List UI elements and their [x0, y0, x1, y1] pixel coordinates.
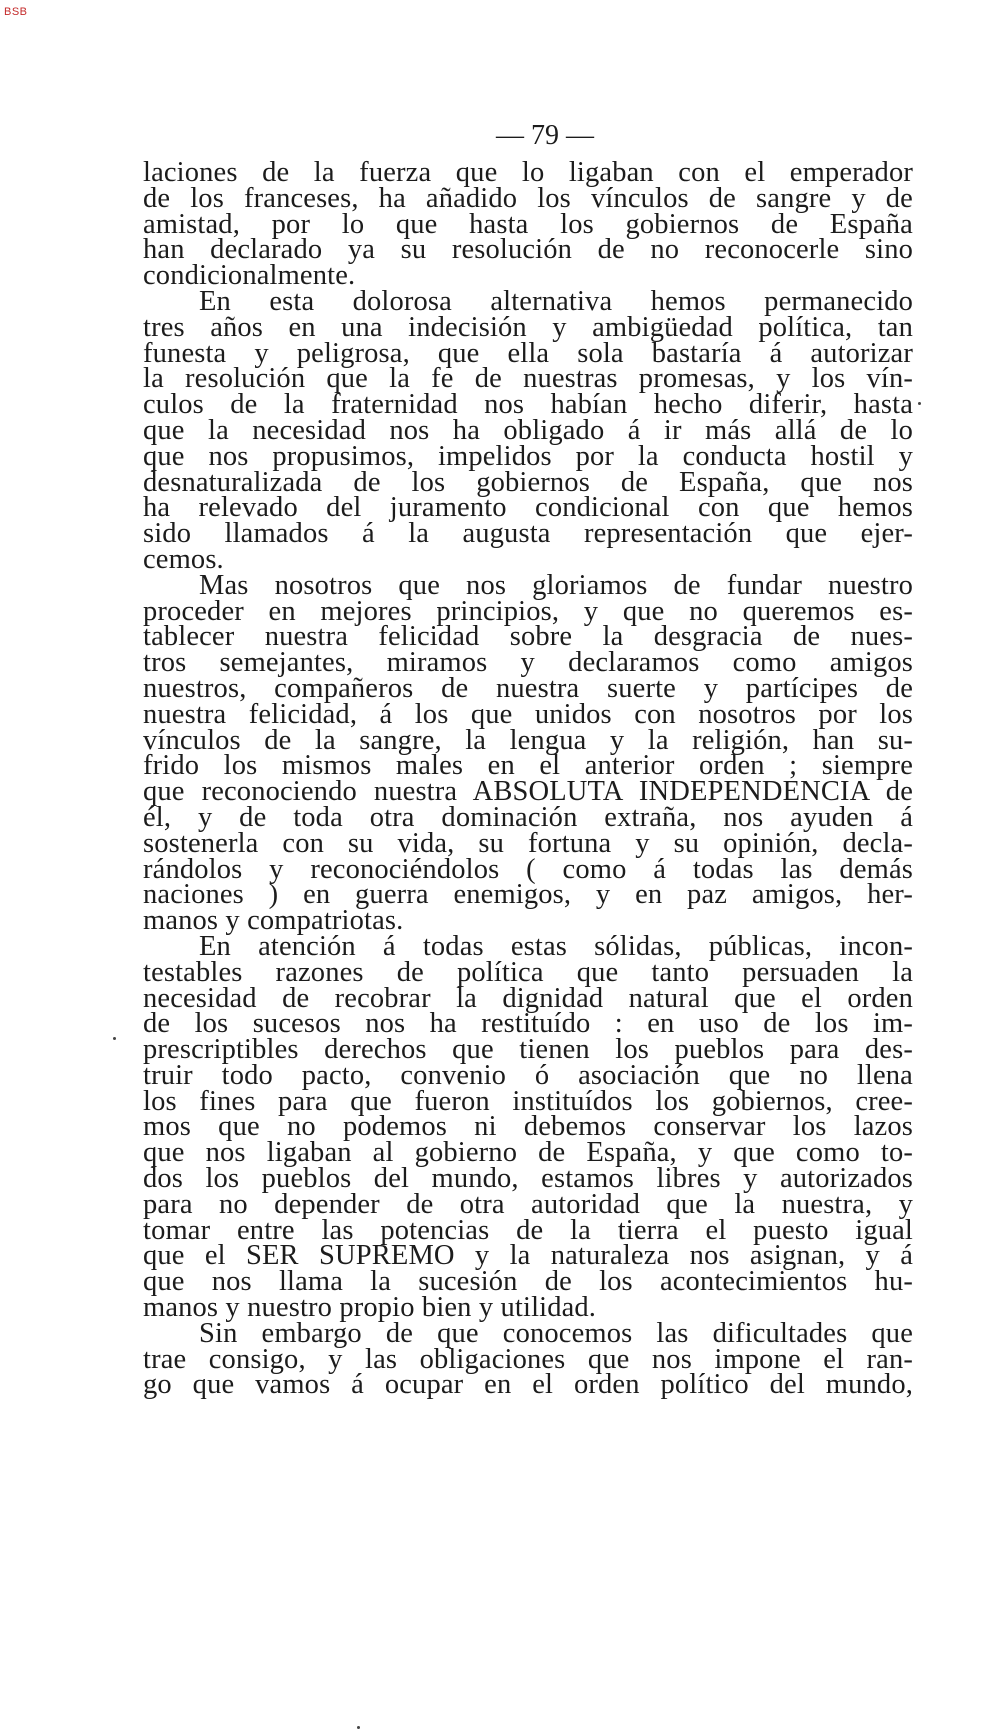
text-line: manos y compatriotas. [143, 905, 404, 937]
text-line: laciones de la fuerza que lo ligaban con el emperador [143, 157, 913, 188]
text-line: condicionalmente. [143, 260, 356, 292]
body-text [143, 157, 913, 1401]
text-line: naciones ) en guerra enemigos, y en paz amigos, her- [143, 879, 913, 911]
stray-mark [918, 402, 921, 405]
text-line: amistad, por lo que hasta los gobiernos de España [143, 208, 913, 240]
text-line: funesta y peligrosa, que ella sola bastaría á autorizar [143, 337, 913, 369]
text-line: que nos propusimos, impelidos por la conducta hostil y [143, 440, 913, 472]
text-line: frido los mismos males en el anterior orden ; siempre [143, 750, 913, 782]
text-line: de los franceses, ha añadido los vínculos de sangre y de [143, 182, 913, 214]
text-line: Sin embargo de que conocemos las dificultades que [199, 1317, 913, 1349]
text-line: Mas nosotros que nos gloriamos de fundar nuestro [199, 569, 913, 601]
text-line: tomar entre las potencias de la tierra el puesto igual [143, 1214, 913, 1246]
text-line: que reconociendo nuestra ABSOLUTA INDEPENDENCIA de [143, 776, 913, 808]
text-line: manos y nuestro propio bien y utilidad. [143, 1292, 597, 1324]
page-number: — 79 — [496, 120, 594, 151]
text-line: En atención á todas estas sólidas, públicas, incon- [199, 930, 913, 962]
text-line: culos de la fraternidad nos habían hecho diferir, hasta [143, 389, 913, 421]
text-line: los fines para que fueron instituídos los gobiernos, cree- [143, 1085, 913, 1117]
text-line: En esta dolorosa alternativa hemos permanecido [199, 285, 913, 317]
text-line: que la necesidad nos ha obligado á ir más allá de lo [143, 414, 913, 446]
stray-mark [113, 1037, 116, 1040]
text-line: que el SER SUPREMO y la naturaleza nos asignan, y á [143, 1240, 913, 1272]
text-line: dos los pueblos del mundo, estamos libres y autorizados [143, 1163, 913, 1195]
text-line: tablecer nuestra felicidad sobre la desgracia de nues- [143, 621, 913, 653]
text-line: trae consigo, y las obligaciones que nos impone el ran- [143, 1343, 913, 1375]
text-line: que nos ligaban al gobierno de España, y que como to- [143, 1137, 913, 1169]
text-line: tres años en una indecisión y ambigüedad política, tan [143, 311, 913, 343]
text-line: rándolos y reconociéndolos ( como á todas las demás [143, 853, 913, 885]
text-line: han declarado ya su resolución de no reconocerle sino [143, 234, 913, 266]
library-mark: BSB [4, 6, 28, 18]
text-line: tros semejantes, miramos y declaramos como amigos [143, 647, 913, 679]
text-line: prescriptibles derechos que tienen los pueblos para des- [143, 1034, 913, 1066]
text-line: go que vamos á ocupar en el orden político del mundo, [143, 1369, 913, 1401]
text-line: nuestra felicidad, á los que unidos con nosotros por los [143, 698, 913, 730]
text-line: cemos. [143, 543, 224, 575]
text-line: sido llamados á la augusta representación que ejer- [143, 518, 913, 550]
text-line: mos que no podemos ni debemos conservar los lazos [143, 1111, 913, 1143]
stray-mark [357, 1726, 360, 1729]
text-line: que nos llama la sucesión de los acontecimientos hu- [143, 1266, 913, 1298]
text-line: sostenerla con su vida, su fortuna y su opinión, decla- [143, 827, 913, 859]
text-line: desnaturalizada de los gobiernos de España, que nos [143, 466, 913, 498]
text-line: vínculos de la sangre, la lengua y la religión, han su- [143, 724, 913, 756]
text-line: él, y de toda otra dominación extraña, nos ayuden á [143, 801, 913, 833]
text-line: de los sucesos nos ha restituído : en uso de los im- [143, 1008, 913, 1040]
text-line: nuestros, compañeros de nuestra suerte y partícipes de [143, 672, 913, 704]
text-line: la resolución que la fe de nuestras promesas, y los vín- [143, 363, 913, 395]
text-line: testables razones de política que tanto persuaden la [143, 956, 913, 988]
text-line: proceder en mejores principios, y que no queremos es- [143, 595, 913, 627]
text-line: truir todo pacto, convenio ó asociación que no llena [143, 1059, 913, 1091]
text-line: para no depender de otra autoridad que la nuestra, y [143, 1188, 913, 1220]
text-line: ha relevado del juramento condicional con que hemos [143, 492, 913, 524]
text-line: necesidad de recobrar la dignidad natural que el orden [143, 982, 913, 1014]
